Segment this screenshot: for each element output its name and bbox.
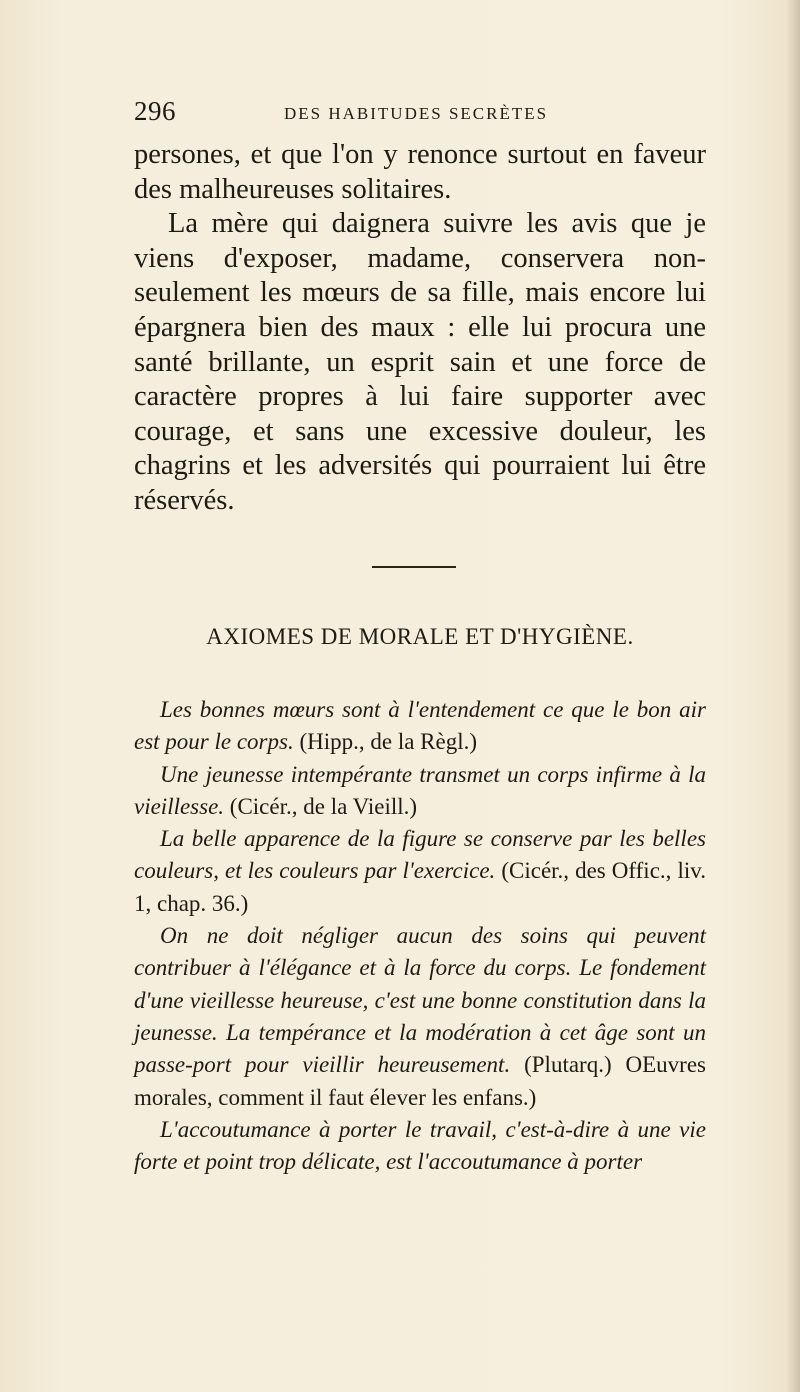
axiom-source: (Cicér., de la Vieill.) (229, 793, 418, 819)
axiom-quote: Les bonnes mœurs sont à l'entendement ce que le bon air est pour le corps. (134, 697, 706, 755)
axiom (134, 694, 706, 759)
axiom-source: (Plutarq.) OEuvres morales, comment il faut élever les enfans.) (134, 1052, 706, 1110)
body-text (134, 138, 706, 519)
axiom (134, 823, 706, 920)
axiom-quote: Une jeunesse intempérante transmet un corps infirme à la vieillesse. (134, 761, 706, 819)
section-title: AXIOMES DE MORALE ET D'HYGIÈNE. (206, 624, 634, 649)
axiom-quote: La belle apparence de la figure se conserve par les belles couleurs, et les couleurs par l'exercice. (134, 826, 706, 884)
section-divider-rule (372, 566, 456, 568)
running-head (134, 96, 714, 128)
page-number: 296 (134, 96, 176, 126)
axiom-quote: On ne doit négliger aucun des soins qui peuvent contribuer à l'élégance et à la force du corps. Le fondement d'une vieillesse heureuse, c'est une bonne constitution dans la jeunesse. La tempérance et la modération à cet âge sont un passe-port pour vieillir heureusement. (134, 923, 706, 1078)
axiom-source: (Hipp., de la Règl.) (299, 729, 478, 755)
axiom-quote: L'accoutumance à porter le travail, c'est-à-dire à une vie forte et point trop délicate, est l'accoutumance à porter (134, 1116, 706, 1175)
axiom (134, 920, 706, 1114)
axiom (134, 1114, 706, 1179)
axioms-list (134, 694, 706, 1178)
axiom-source: (Cicér., des Offic., liv. 1, chap. 36.) (134, 858, 706, 916)
axiom (134, 759, 706, 824)
paragraph: La mère qui daignera suivre les avis que je viens d'exposer, madame, conservera non-seulement les mœurs de sa fille, mais encore lui épargnera bien des maux : elle lui procura une santé brillante, un esprit sain et une force de caractère propres à lui faire supporter avec courage, et sans une excessive douleur, les chagrins et les adversités qui pourraient lui être réservés. (134, 208, 706, 516)
paragraph: persones, et que l'on y renonce surtout en faveur des malheureuses solitaires. (134, 139, 706, 205)
running-title: DES HABITUDES SECRÈTES (284, 104, 549, 123)
page-edge-shadow (786, 0, 800, 1392)
